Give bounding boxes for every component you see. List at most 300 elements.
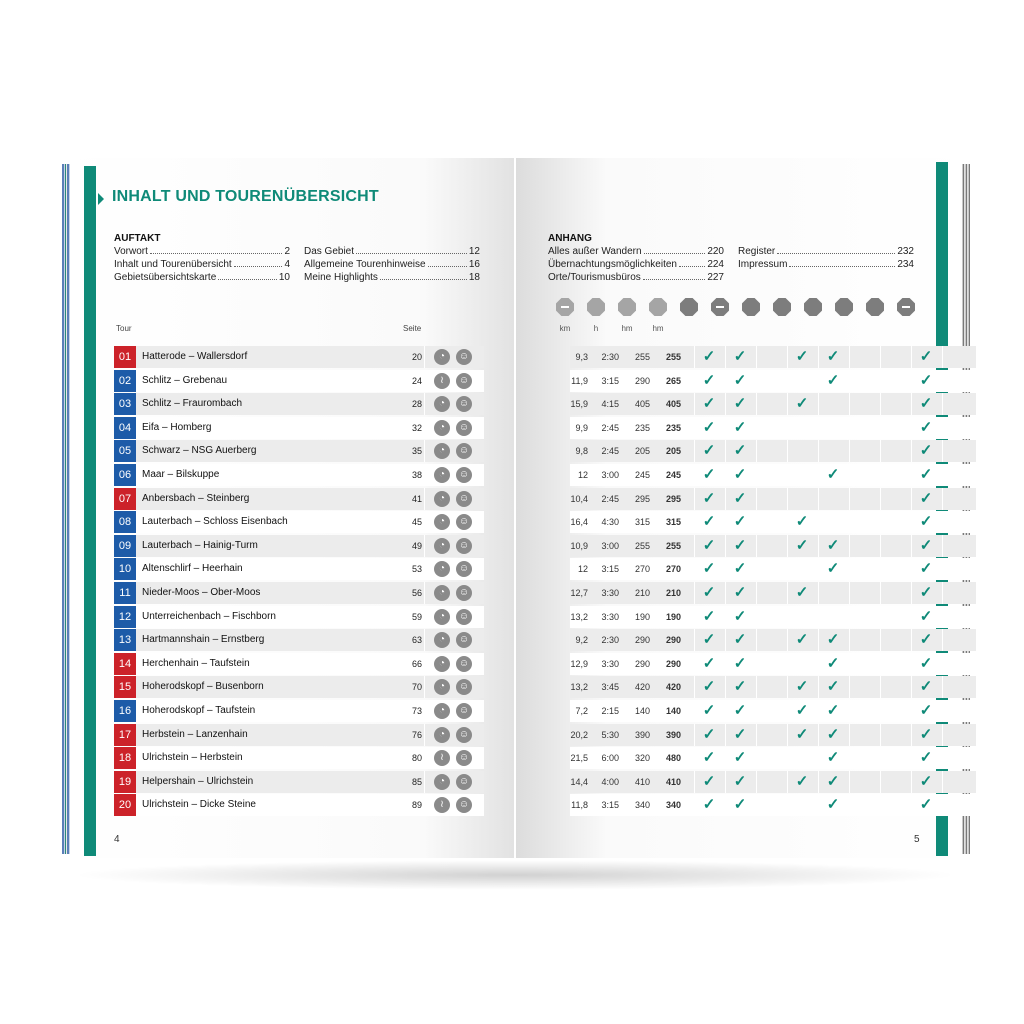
tour-page: 38 <box>411 470 422 480</box>
check-mark-icon: ✓ <box>702 702 716 719</box>
check-mark-icon: ✓ <box>702 489 716 507</box>
tour-row-left <box>114 606 484 628</box>
column-divider <box>849 700 850 722</box>
tour-row[interactable] <box>114 464 933 486</box>
tour-row-left <box>114 653 484 675</box>
check-mark-icon: ✓ <box>733 513 747 531</box>
toc-entry-label: Alles außer Wandern <box>548 246 642 257</box>
tour-row-right <box>570 794 976 816</box>
tour-km: 13,2 <box>570 682 588 693</box>
column-divider <box>880 629 881 651</box>
column-divider <box>424 346 425 368</box>
tour-page: 63 <box>411 635 422 646</box>
page-edges-left <box>62 164 70 854</box>
check-mark-icon: ✓ <box>733 489 747 507</box>
check-mark-icon: ✓ <box>795 772 809 790</box>
right-page-number: 5 <box>914 834 920 845</box>
column-divider <box>849 393 850 415</box>
column-divider <box>424 440 425 462</box>
column-divider <box>942 393 943 415</box>
auftakt-heading: AUFTAKT <box>114 233 161 244</box>
tour-name[interactable]: Eifa – Homberg <box>142 421 212 433</box>
column-divider <box>849 771 850 793</box>
tour-page: 59 <box>411 611 422 622</box>
column-divider <box>424 464 425 486</box>
column-divider <box>880 653 881 675</box>
tour-name[interactable]: Herchenhain – Taufstein <box>142 657 250 669</box>
toc-entry-page: 4 <box>284 259 290 270</box>
tour-page: 70 <box>411 682 422 693</box>
parking-icon-glyph <box>902 306 910 308</box>
tour-row[interactable] <box>114 676 933 698</box>
bear-face-icon: ☺ <box>456 632 472 648</box>
check-mark-icon: ✓ <box>733 418 747 436</box>
column-divider <box>942 488 943 510</box>
tour-row[interactable] <box>114 653 933 675</box>
check-mark-icon: ✓ <box>733 442 747 460</box>
tour-hm2: 205 <box>665 446 681 457</box>
tour-name[interactable]: Schlitz – Fraurombach <box>142 398 243 410</box>
tour-hm1: 210 <box>634 588 650 598</box>
difficulty-circle-icon: ◔ <box>434 561 450 577</box>
check-mark-icon: ✓ <box>826 702 840 719</box>
tour-km: 12,9 <box>570 658 588 669</box>
tour-name[interactable]: Altenschlirf – Heerhain <box>142 563 243 575</box>
column-divider <box>756 794 757 816</box>
toc-entry-leader <box>643 272 706 280</box>
difficulty-circle-icon: ◔ <box>434 467 450 483</box>
tour-name[interactable]: Ulrichstein – Herbstein <box>142 752 243 764</box>
tour-hm2: 190 <box>665 611 681 622</box>
column-divider <box>942 511 943 533</box>
tour-name[interactable]: Schlitz – Grebenau <box>142 374 228 386</box>
tour-row-left <box>114 346 484 368</box>
column-divider <box>424 582 425 604</box>
tour-page: 73 <box>411 706 422 716</box>
tour-name[interactable]: Ulrichstein – Dicke Steine <box>142 799 256 811</box>
tour-row[interactable] <box>114 535 933 557</box>
toc-entry[interactable] <box>114 259 290 270</box>
tour-row-right <box>570 346 976 368</box>
tour-hm1: 290 <box>634 635 650 646</box>
check-mark-icon: ✓ <box>702 725 716 743</box>
column-divider <box>787 488 788 510</box>
check-mark-icon: ✓ <box>702 395 716 413</box>
tour-km: 9,3 <box>575 352 588 362</box>
tour-row[interactable] <box>114 558 933 580</box>
tour-h: 3:00 <box>601 470 619 480</box>
tour-hm1: 290 <box>634 658 650 669</box>
tour-row-right <box>570 676 976 698</box>
check-mark-icon: ✓ <box>733 654 747 672</box>
difficulty-circle-icon: ◔ <box>434 774 450 790</box>
column-divider <box>756 558 757 580</box>
check-mark-icon: ✓ <box>826 631 840 649</box>
tour-hm1: 420 <box>634 682 650 693</box>
check-mark-icon: ✓ <box>795 513 809 531</box>
check-mark-icon: ✓ <box>826 371 840 389</box>
tour-page: 45 <box>411 517 422 528</box>
toc-entry[interactable] <box>738 246 914 257</box>
tour-name[interactable]: Maar – Bilskuppe <box>142 469 220 480</box>
tour-hm2: 265 <box>665 375 681 386</box>
check-mark-icon: ✓ <box>795 536 809 554</box>
tour-km: 12 <box>577 470 588 480</box>
tour-name[interactable]: Schwarz – NSG Auerberg <box>142 445 257 457</box>
difficulty-wavy-icon: ≀ <box>434 797 450 813</box>
column-divider <box>849 535 850 557</box>
open-book <box>62 158 970 870</box>
title-arrow-icon <box>98 193 104 205</box>
toc-entry-leader <box>356 246 467 254</box>
column-divider <box>424 393 425 415</box>
column-divider <box>756 464 757 486</box>
tour-row[interactable] <box>114 700 933 722</box>
check-mark-icon: ✓ <box>733 348 747 365</box>
column-divider <box>849 488 850 510</box>
descent-icon <box>649 298 667 316</box>
tour-hm2: 340 <box>665 800 681 811</box>
column-divider <box>849 558 850 580</box>
toc-entry-page: 2 <box>284 246 290 257</box>
tour-row-right <box>570 724 976 746</box>
tour-page: 80 <box>411 753 422 764</box>
column-divider <box>880 582 881 604</box>
ascent-column-header: hm <box>621 324 633 333</box>
column-divider <box>787 794 788 816</box>
bear-face-icon: ☺ <box>456 396 472 412</box>
parking-icon <box>897 298 915 316</box>
check-mark-icon: ✓ <box>702 772 716 790</box>
check-mark-icon: ✓ <box>795 725 809 743</box>
column-divider <box>880 535 881 557</box>
tour-row-left <box>114 700 484 722</box>
tour-name[interactable]: Lauterbach – Schloss Eisenbach <box>142 516 288 528</box>
tour-row-right <box>570 558 976 580</box>
column-divider <box>880 393 881 415</box>
tour-row-left <box>114 511 484 533</box>
column-divider <box>424 488 425 510</box>
toc-entry-page: 12 <box>468 246 480 257</box>
column-divider <box>849 464 850 486</box>
page-title: INHALT UND TOURENÜBERSICHT <box>112 188 379 205</box>
tour-row-left <box>114 794 484 816</box>
tour-number-badge: 05 <box>114 440 136 462</box>
column-divider <box>424 370 425 392</box>
tour-h: 3:30 <box>601 588 619 598</box>
tour-page: 56 <box>411 588 422 598</box>
tour-page: 85 <box>411 776 422 787</box>
tour-row[interactable] <box>114 629 933 651</box>
difficulty-circle-icon: ◔ <box>434 585 450 601</box>
toc-entry[interactable] <box>114 246 290 257</box>
toc-entry[interactable] <box>304 246 480 257</box>
bear-face-icon: ☺ <box>456 609 472 625</box>
check-mark-icon: ✓ <box>733 796 747 814</box>
tour-number-badge: 15 <box>114 676 136 698</box>
tour-row[interactable] <box>114 370 933 392</box>
tour-row[interactable] <box>114 794 933 816</box>
column-divider <box>424 606 425 628</box>
column-divider <box>756 417 757 439</box>
tour-h: 3:15 <box>601 375 619 386</box>
column-divider <box>424 794 425 816</box>
check-mark-icon: ✓ <box>733 395 747 413</box>
column-divider <box>787 653 788 675</box>
toc-entry-label: Übernachtungsmöglichkeiten <box>548 259 677 270</box>
bear-face-icon: ☺ <box>456 774 472 790</box>
bear-face-icon: ☺ <box>456 679 472 695</box>
tour-h: 2:15 <box>601 706 619 716</box>
column-divider <box>880 558 881 580</box>
column-divider <box>880 511 881 533</box>
column-divider <box>942 747 943 769</box>
difficulty-circle-icon: ◔ <box>434 679 450 695</box>
column-divider <box>942 370 943 392</box>
column-divider <box>942 653 943 675</box>
column-divider <box>787 417 788 439</box>
toc-entry-label: Vorwort <box>114 246 148 257</box>
toc-entry[interactable] <box>548 259 724 270</box>
column-divider <box>942 700 943 722</box>
difficulty-circle-icon: ◔ <box>434 727 450 743</box>
tour-row-right <box>570 488 976 510</box>
toc-entry[interactable] <box>738 259 914 270</box>
tour-km: 10,4 <box>570 493 588 504</box>
column-divider <box>942 629 943 651</box>
tour-hm1: 245 <box>634 470 650 480</box>
tour-page: 66 <box>411 658 422 669</box>
column-divider <box>880 724 881 746</box>
tour-km: 15,9 <box>570 399 588 410</box>
tour-row[interactable] <box>114 582 933 604</box>
toc-entry-label: Meine Highlights <box>304 272 378 283</box>
tour-name[interactable]: Helpershain – Ulrichstein <box>142 775 254 787</box>
tour-number-badge: 13 <box>114 629 136 651</box>
tour-name[interactable]: Hartmannshain – Ernstberg <box>142 634 265 646</box>
view-icon <box>835 298 853 316</box>
column-divider <box>849 370 850 392</box>
bear-face-icon: ☺ <box>456 373 472 389</box>
toc-entry-leader <box>679 259 705 267</box>
tour-row[interactable] <box>114 511 933 533</box>
tour-h: 2:45 <box>601 446 619 457</box>
tour-row-left <box>114 747 484 769</box>
column-divider <box>424 535 425 557</box>
check-mark-icon: ✓ <box>702 466 716 483</box>
toc-entry-label: Allgemeine Tourenhinweise <box>304 259 426 270</box>
check-mark-icon: ✓ <box>919 772 933 790</box>
column-divider <box>818 393 819 415</box>
tour-hm1: 290 <box>634 375 650 386</box>
tour-name[interactable]: Nieder-Moos – Ober-Moos <box>142 587 261 598</box>
tour-row-left <box>114 676 484 698</box>
column-divider <box>849 346 850 368</box>
bear-face-icon: ☺ <box>456 656 472 672</box>
tour-h: 2:45 <box>601 422 619 433</box>
tour-hm1: 390 <box>634 729 650 740</box>
tour-hm1: 270 <box>634 564 650 575</box>
tour-km: 9,8 <box>575 446 588 457</box>
toc-entry-page: 18 <box>468 272 480 283</box>
check-mark-icon: ✓ <box>733 536 747 554</box>
column-divider <box>942 606 943 628</box>
tour-hm2: 290 <box>665 658 681 669</box>
toc-entry[interactable] <box>114 272 290 283</box>
bear-face-icon: ☺ <box>456 443 472 459</box>
check-mark-icon: ✓ <box>919 536 933 554</box>
check-mark-icon: ✓ <box>795 395 809 413</box>
toc-entry-leader <box>150 246 283 254</box>
tour-hm1: 235 <box>634 422 650 433</box>
toc-entry[interactable] <box>548 246 724 257</box>
column-divider <box>942 535 943 557</box>
column-divider <box>880 700 881 722</box>
column-divider <box>818 582 819 604</box>
difficulty-circle-icon: ◔ <box>434 420 450 436</box>
column-divider <box>942 558 943 580</box>
tour-name[interactable]: Anbersbach – Steinberg <box>142 492 250 504</box>
tour-number-badge: 04 <box>114 417 136 439</box>
column-divider <box>756 724 757 746</box>
toc-entry-label: Inhalt und Tourenübersicht <box>114 259 232 270</box>
tour-row-left <box>114 440 484 462</box>
tour-row-right <box>570 747 976 769</box>
tour-h: 3:30 <box>601 611 619 622</box>
seite-column-header: Seite <box>403 324 422 333</box>
difficulty-circle-icon: ◔ <box>434 538 450 554</box>
tour-row[interactable] <box>114 488 933 510</box>
column-divider <box>756 488 757 510</box>
family-icon <box>680 298 698 316</box>
bear-face-icon: ☺ <box>456 750 472 766</box>
tour-km: 20,2 <box>570 729 588 740</box>
tour-name[interactable]: Lauterbach – Hainig-Turm <box>142 539 258 551</box>
left-page-number: 4 <box>114 834 120 845</box>
tour-hm1: 205 <box>634 446 650 457</box>
check-mark-icon: ✓ <box>919 725 933 743</box>
bear-face-icon: ☺ <box>456 797 472 813</box>
tour-row[interactable] <box>114 346 933 368</box>
check-mark-icon: ✓ <box>919 560 933 578</box>
difficulty-circle-icon: ◔ <box>434 632 450 648</box>
tour-number-badge: 14 <box>114 653 136 675</box>
tour-page: 49 <box>411 540 422 551</box>
check-mark-icon: ✓ <box>919 418 933 436</box>
column-divider <box>756 511 757 533</box>
tour-page: 53 <box>411 564 422 575</box>
check-mark-icon: ✓ <box>702 584 716 601</box>
tour-hm2: 235 <box>665 422 681 433</box>
column-divider <box>849 606 850 628</box>
tour-row[interactable] <box>114 747 933 769</box>
check-mark-icon: ✓ <box>733 725 747 743</box>
column-divider <box>756 606 757 628</box>
tour-row-right <box>570 464 976 486</box>
bear-face-icon: ☺ <box>456 514 472 530</box>
column-divider <box>756 653 757 675</box>
column-divider <box>818 606 819 628</box>
difficulty-circle-icon: ◔ <box>434 396 450 412</box>
tour-name[interactable]: Unterreichenbach – Fischborn <box>142 610 276 622</box>
tour-page: 28 <box>411 399 422 410</box>
tour-page: 20 <box>411 352 422 362</box>
check-mark-icon: ✓ <box>702 631 716 649</box>
check-mark-icon: ✓ <box>919 654 933 672</box>
tour-km: 13,2 <box>570 611 588 622</box>
toc-entry[interactable] <box>304 259 480 270</box>
check-mark-icon: ✓ <box>919 749 933 767</box>
tour-number-badge: 17 <box>114 724 136 746</box>
tour-km: 14,4 <box>570 776 588 787</box>
tour-row[interactable] <box>114 417 933 439</box>
column-divider <box>942 417 943 439</box>
tour-h: 2:30 <box>601 352 619 362</box>
tour-hm2: 295 <box>665 493 681 504</box>
rest-stop-icon-glyph <box>716 306 724 308</box>
check-mark-icon: ✓ <box>733 584 747 601</box>
tour-hm1: 315 <box>634 517 650 528</box>
column-divider <box>880 747 881 769</box>
tour-name[interactable]: Hatterode – Wallersdorf <box>142 351 248 362</box>
tour-km: 11,8 <box>571 800 588 811</box>
check-mark-icon: ✓ <box>702 560 716 578</box>
column-divider <box>787 558 788 580</box>
column-divider <box>424 724 425 746</box>
tour-row[interactable] <box>114 724 933 746</box>
column-divider <box>880 370 881 392</box>
water-icon <box>866 298 884 316</box>
toc-entry-leader <box>777 246 895 254</box>
tour-km: 7,2 <box>575 706 588 716</box>
difficulty-circle-icon: ◔ <box>434 514 450 530</box>
tour-page: 41 <box>411 493 422 504</box>
column-divider <box>756 440 757 462</box>
tour-name[interactable]: Hoherodskopf – Taufstein <box>142 705 256 716</box>
check-mark-icon: ✓ <box>919 678 933 696</box>
toc-entry-label: Das Gebiet <box>304 246 355 257</box>
tour-hm1: 190 <box>634 611 650 622</box>
column-divider <box>787 370 788 392</box>
check-mark-icon: ✓ <box>702 371 716 389</box>
check-mark-icon: ✓ <box>702 749 716 767</box>
toc-entry[interactable] <box>304 272 480 283</box>
check-mark-icon: ✓ <box>795 631 809 649</box>
tour-row[interactable] <box>114 393 933 415</box>
tour-km: 10,9 <box>570 540 588 551</box>
tour-row-left <box>114 558 484 580</box>
tour-row-right <box>570 771 976 793</box>
tour-row[interactable] <box>114 606 933 628</box>
summit-icon <box>804 298 822 316</box>
tour-name[interactable]: Hoherodskopf – Busenborn <box>142 681 264 693</box>
toc-entry-label: Register <box>738 246 776 257</box>
km-icon-glyph <box>561 306 569 308</box>
check-mark-icon: ✓ <box>702 348 716 365</box>
tour-row[interactable] <box>114 440 933 462</box>
tour-h: 2:30 <box>601 635 619 646</box>
tour-name[interactable]: Herbstein – Lanzenhain <box>142 728 248 740</box>
tour-row[interactable] <box>114 771 933 793</box>
toc-entry-page: 232 <box>897 246 914 257</box>
column-divider <box>424 747 425 769</box>
column-divider <box>942 771 943 793</box>
check-mark-icon: ✓ <box>795 584 809 601</box>
tour-number-badge: 18 <box>114 747 136 769</box>
tour-number-badge: 20 <box>114 794 136 816</box>
tour-hm1: 320 <box>634 753 650 764</box>
toc-entry[interactable] <box>548 272 724 283</box>
